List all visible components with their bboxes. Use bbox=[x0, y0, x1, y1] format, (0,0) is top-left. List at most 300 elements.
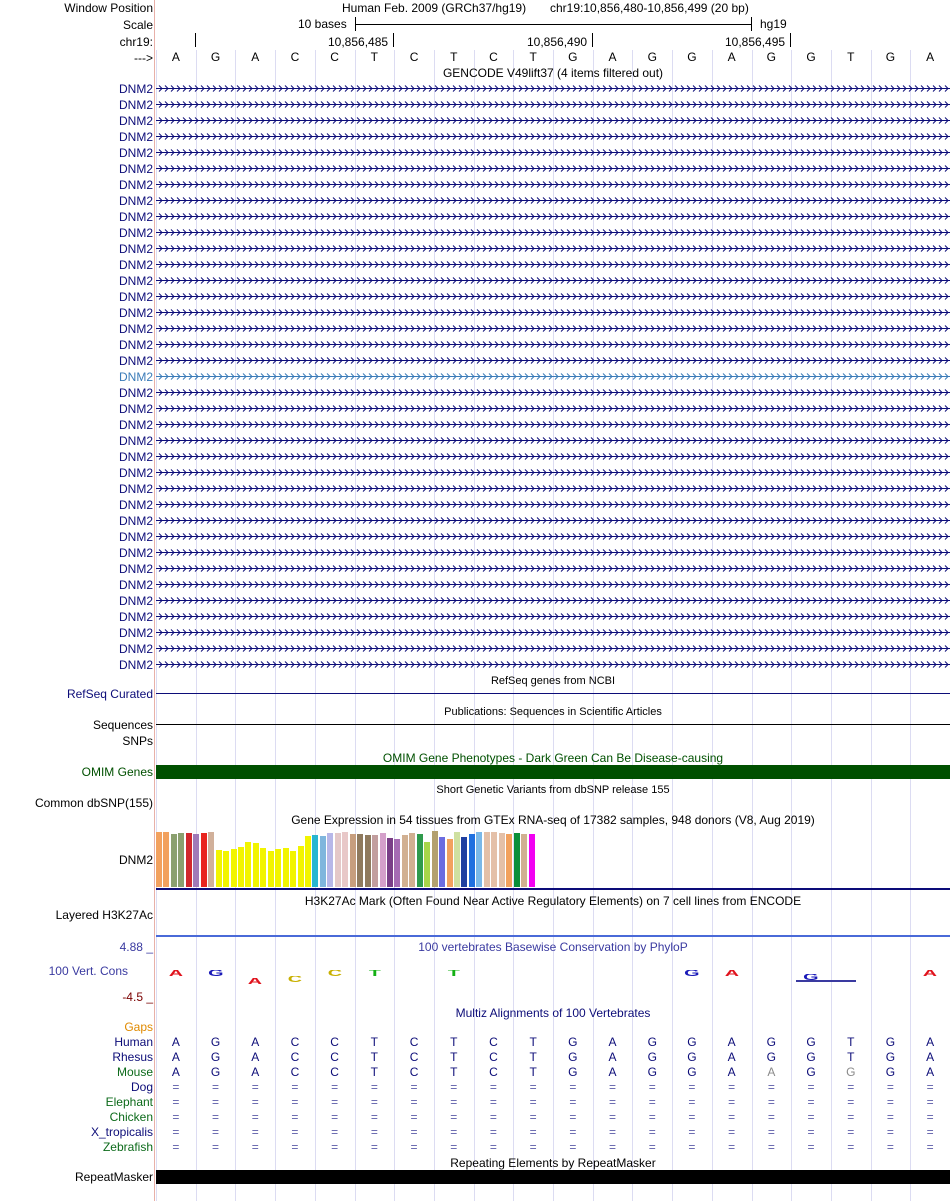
gtex-track-label[interactable]: DNM2 bbox=[118, 853, 153, 867]
alignment-base: C bbox=[489, 1065, 498, 1079]
base-letter: T bbox=[450, 50, 458, 64]
phylop-base-glyph: G bbox=[803, 974, 819, 980]
gencode-transcript-line[interactable] bbox=[156, 193, 950, 207]
base-letter: G bbox=[568, 50, 578, 64]
omim-track-label[interactable]: OMIM Genes bbox=[81, 765, 153, 779]
base-letter: A bbox=[727, 50, 736, 64]
alignment-base: = bbox=[529, 1095, 537, 1109]
gencode-transcript-label[interactable]: DNM2 bbox=[118, 274, 153, 288]
alignment-base: = bbox=[212, 1080, 220, 1094]
alignment-base: G bbox=[846, 1065, 856, 1079]
base-letter: G bbox=[647, 50, 657, 64]
gtex-tissue-bar[interactable] bbox=[506, 834, 512, 887]
gencode-transcript-label[interactable]: DNM2 bbox=[118, 498, 153, 512]
gtex-tissue-bar[interactable] bbox=[171, 834, 177, 887]
alignment-base: = bbox=[569, 1095, 577, 1109]
gencode-transcript-line[interactable] bbox=[156, 577, 950, 591]
phylop-base-glyph: A bbox=[168, 970, 183, 976]
gencode-transcript-label[interactable]: DNM2 bbox=[118, 370, 153, 384]
chrom-label: chr19: bbox=[119, 35, 153, 49]
multiz-track-title[interactable]: Multiz Alignments of 100 Vertebrates bbox=[455, 1006, 651, 1020]
gtex-tissue-bar[interactable] bbox=[365, 835, 371, 887]
gencode-transcript-line[interactable] bbox=[156, 289, 950, 303]
gtex-tissue-bar[interactable] bbox=[394, 839, 400, 887]
alignment-base: = bbox=[886, 1080, 894, 1094]
alignment-base: T bbox=[529, 1035, 537, 1049]
scale-bar-right-cap bbox=[751, 17, 752, 31]
alignment-base: = bbox=[489, 1080, 497, 1094]
gencode-transcript-label[interactable]: DNM2 bbox=[118, 626, 153, 640]
alignment-base: = bbox=[926, 1110, 934, 1124]
base-letter: A bbox=[251, 50, 260, 64]
alignment-base: = bbox=[489, 1125, 497, 1139]
gencode-transcript-line[interactable] bbox=[156, 273, 950, 287]
alignment-base: G bbox=[806, 1050, 816, 1064]
gencode-transcript-line[interactable] bbox=[156, 305, 950, 319]
gencode-transcript-label[interactable]: DNM2 bbox=[118, 162, 153, 176]
gencode-transcript-line[interactable] bbox=[156, 113, 950, 127]
alignment-base: = bbox=[410, 1140, 418, 1154]
gencode-transcript-line[interactable] bbox=[156, 369, 950, 383]
base-letter: T bbox=[529, 50, 537, 64]
species-label[interactable]: Chicken bbox=[109, 1110, 153, 1124]
gencode-transcript-label[interactable]: DNM2 bbox=[118, 594, 153, 608]
gencode-transcript-line[interactable] bbox=[156, 465, 950, 479]
alignment-base: A bbox=[251, 1050, 260, 1064]
gencode-transcript-label[interactable]: DNM2 bbox=[118, 434, 153, 448]
gencode-transcript-line[interactable] bbox=[156, 529, 950, 543]
gtex-tissue-bar[interactable] bbox=[387, 838, 393, 887]
phylop-logo[interactable] bbox=[156, 970, 950, 986]
alignment-base: = bbox=[728, 1095, 736, 1109]
alignment-base: A bbox=[251, 1065, 260, 1079]
alignment-base: = bbox=[648, 1095, 656, 1109]
gencode-transcript-line[interactable] bbox=[156, 625, 950, 639]
gencode-transcript-label[interactable]: DNM2 bbox=[118, 226, 153, 240]
gencode-transcript-line[interactable] bbox=[156, 337, 950, 351]
gencode-transcript-label[interactable]: DNM2 bbox=[118, 290, 153, 304]
alignment-base: = bbox=[648, 1110, 656, 1124]
alignment-base: G bbox=[647, 1050, 657, 1064]
gencode-transcript-line[interactable] bbox=[156, 241, 950, 255]
scale-label: Scale bbox=[122, 18, 153, 32]
alignment-base: = bbox=[529, 1140, 537, 1154]
alignment-base: G bbox=[647, 1065, 657, 1079]
alignment-base: = bbox=[172, 1095, 180, 1109]
alignment-base: = bbox=[251, 1080, 259, 1094]
alignment-base: C bbox=[330, 1065, 339, 1079]
gtex-tissue-bar[interactable] bbox=[514, 833, 520, 887]
gencode-transcript-label[interactable]: DNM2 bbox=[118, 338, 153, 352]
gencode-transcript-label[interactable]: DNM2 bbox=[118, 82, 153, 96]
gtex-tissue-bar[interactable] bbox=[529, 834, 535, 887]
alignment-base: G bbox=[766, 1050, 777, 1064]
alignment-base: = bbox=[529, 1125, 537, 1139]
alignment-base: = bbox=[450, 1080, 458, 1094]
refseq-track-title[interactable]: RefSeq genes from NCBI bbox=[490, 675, 616, 687]
scale-db: hg19 bbox=[760, 17, 787, 31]
gtex-tissue-bar[interactable] bbox=[476, 832, 482, 887]
refseq-gene-line[interactable] bbox=[156, 693, 950, 694]
gencode-transcript-label[interactable]: DNM2 bbox=[118, 306, 153, 320]
alignment-base: A bbox=[727, 1050, 736, 1064]
gencode-transcript-label[interactable]: DNM2 bbox=[118, 514, 153, 528]
gtex-tissue-bar[interactable] bbox=[439, 837, 445, 887]
gtex-tissue-bar[interactable] bbox=[380, 833, 386, 887]
gencode-transcript-line[interactable] bbox=[156, 353, 950, 367]
gtex-tissue-bar[interactable] bbox=[231, 849, 237, 887]
alignment-base: = bbox=[331, 1080, 339, 1094]
gtex-tissue-bar[interactable] bbox=[193, 834, 199, 887]
scale-text: 10 bases bbox=[298, 17, 347, 31]
base-letter: G bbox=[210, 50, 221, 64]
alignment-base: = bbox=[410, 1080, 418, 1094]
gencode-transcript-line[interactable] bbox=[156, 641, 950, 655]
gtex-tissue-bar[interactable] bbox=[163, 832, 169, 887]
omim-gene-bar[interactable] bbox=[156, 765, 950, 779]
alignment-base: = bbox=[370, 1125, 378, 1139]
alignment-base: = bbox=[172, 1125, 180, 1139]
base-letter: T bbox=[370, 50, 379, 64]
gencode-transcript-line[interactable] bbox=[156, 321, 950, 335]
gtex-tissue-bar[interactable] bbox=[432, 831, 438, 887]
strand-label: ---> bbox=[134, 51, 153, 65]
phylop-base-glyph: C bbox=[287, 976, 303, 982]
alignment-base: = bbox=[767, 1080, 775, 1094]
alignment-base: = bbox=[450, 1140, 458, 1154]
alignment-base: = bbox=[450, 1110, 458, 1124]
alignment-base: = bbox=[886, 1140, 894, 1154]
gencode-transcript-label[interactable]: DNM2 bbox=[118, 546, 153, 560]
gencode-transcript-line[interactable] bbox=[156, 81, 950, 95]
alignment-base: A bbox=[171, 1065, 180, 1079]
gtex-tissue-bar[interactable] bbox=[290, 851, 296, 887]
gencode-transcript-label[interactable]: DNM2 bbox=[118, 610, 153, 624]
gtex-tissue-bar[interactable] bbox=[447, 839, 453, 887]
alignment-base: = bbox=[529, 1080, 537, 1094]
alignment-base: = bbox=[172, 1080, 180, 1094]
species-label[interactable]: Dog bbox=[130, 1080, 153, 1094]
gtex-tissue-bar[interactable] bbox=[454, 832, 460, 887]
gtex-tissue-bar[interactable] bbox=[298, 846, 304, 887]
alignment-base: = bbox=[331, 1095, 339, 1109]
alignment-base: = bbox=[331, 1110, 339, 1124]
alignment-base: C bbox=[290, 1035, 300, 1049]
alignment-base: = bbox=[688, 1110, 696, 1124]
h3k27ac-track-label[interactable]: Layered H3K27Ac bbox=[55, 908, 153, 922]
gencode-transcript-label[interactable]: DNM2 bbox=[118, 530, 153, 544]
gtex-tissue-bar[interactable] bbox=[253, 843, 259, 887]
alignment-base: = bbox=[410, 1125, 418, 1139]
publications-track-title[interactable]: Publications: Sequences in Scientific Articles bbox=[444, 706, 662, 718]
gencode-transcript-line[interactable] bbox=[156, 433, 950, 447]
alignment-base: = bbox=[847, 1095, 855, 1109]
alignment-base: = bbox=[926, 1140, 934, 1154]
gencode-transcript-label[interactable]: DNM2 bbox=[118, 114, 153, 128]
gencode-transcript-label[interactable]: DNM2 bbox=[118, 562, 153, 576]
multiz-gaps-label[interactable]: Gaps bbox=[124, 1020, 153, 1034]
gencode-transcript-label[interactable]: DNM2 bbox=[118, 466, 153, 480]
alignment-base: G bbox=[687, 1035, 697, 1049]
gtex-tissue-bar[interactable] bbox=[357, 834, 363, 887]
gencode-transcript-label[interactable]: DNM2 bbox=[118, 178, 153, 192]
gencode-transcript-line[interactable] bbox=[156, 97, 950, 111]
alignment-base: C bbox=[330, 1050, 339, 1064]
alignment-base: = bbox=[847, 1125, 855, 1139]
gencode-transcript-line[interactable] bbox=[156, 513, 950, 527]
gencode-transcript-line[interactable] bbox=[156, 209, 950, 223]
gtex-tissue-bar[interactable] bbox=[201, 833, 207, 887]
phylop-base-glyph: A bbox=[922, 970, 938, 976]
alignment-base: = bbox=[489, 1095, 497, 1109]
gencode-transcript-line[interactable] bbox=[156, 657, 950, 671]
gtex-tissue-bar[interactable] bbox=[312, 835, 318, 887]
alignment-base: = bbox=[331, 1125, 339, 1139]
gencode-transcript-label[interactable]: DNM2 bbox=[118, 418, 153, 432]
gencode-transcript-line[interactable] bbox=[156, 145, 950, 159]
gencode-transcript-label[interactable]: DNM2 bbox=[118, 642, 153, 656]
publications-line[interactable] bbox=[156, 724, 950, 725]
assembly-name: Human Feb. 2009 (GRCh37/hg19) bbox=[342, 1, 527, 15]
h3k27ac-signal-line[interactable] bbox=[156, 935, 950, 937]
alignment-base: = bbox=[251, 1140, 259, 1154]
gtex-tissue-bar[interactable] bbox=[327, 833, 333, 887]
phylop-track-label[interactable]: 100 Vert. Cons bbox=[48, 964, 128, 978]
alignment-base: = bbox=[886, 1125, 894, 1139]
gtex-tissue-bar[interactable] bbox=[402, 835, 408, 887]
alignment-base: = bbox=[728, 1110, 736, 1124]
alignment-base: = bbox=[569, 1140, 577, 1154]
h3k27ac-track-title[interactable]: H3K27Ac Mark (Often Found Near Active Regulatory Elements) on 7 cell lines from ENCODE bbox=[304, 894, 802, 908]
alignment-base: = bbox=[529, 1110, 537, 1124]
species-label[interactable]: Zebrafish bbox=[102, 1140, 153, 1154]
alignment-base: = bbox=[172, 1110, 180, 1124]
alignment-base: C bbox=[290, 1065, 300, 1079]
gencode-transcript-label[interactable]: DNM2 bbox=[118, 386, 153, 400]
species-label[interactable]: Mouse bbox=[116, 1065, 153, 1079]
alignment-base: T bbox=[529, 1065, 537, 1079]
snps-label[interactable]: SNPs bbox=[122, 734, 153, 748]
gencode-transcript-line[interactable] bbox=[156, 129, 950, 143]
gtex-tissue-bar[interactable] bbox=[424, 842, 430, 887]
alignment-base: = bbox=[370, 1110, 378, 1124]
gtex-tissue-bar[interactable] bbox=[521, 834, 527, 887]
gtex-tissue-bar[interactable] bbox=[186, 833, 192, 887]
gencode-transcript-label[interactable]: DNM2 bbox=[118, 578, 153, 592]
alignment-base: = bbox=[489, 1140, 497, 1154]
gencode-transcript-label[interactable]: DNM2 bbox=[118, 98, 153, 112]
gencode-transcript-label[interactable]: DNM2 bbox=[118, 402, 153, 416]
gencode-track-title[interactable]: GENCODE V49lift37 (4 items filtered out) bbox=[442, 66, 664, 80]
gtex-tissue-bar[interactable] bbox=[208, 832, 214, 887]
alignment-base: C bbox=[290, 1050, 300, 1064]
gencode-transcript-line[interactable] bbox=[156, 177, 950, 191]
gencode-transcript-label[interactable]: DNM2 bbox=[118, 146, 153, 160]
alignment-base: G bbox=[885, 1065, 896, 1079]
repeatmasker-track-label[interactable]: RepeatMasker bbox=[74, 1170, 153, 1184]
gtex-tissue-bar[interactable] bbox=[260, 848, 266, 887]
alignment-base: = bbox=[728, 1140, 736, 1154]
species-label[interactable]: X_tropicalis bbox=[90, 1125, 153, 1139]
alignment-base: A bbox=[727, 1035, 736, 1049]
gtex-tissue-bar[interactable] bbox=[156, 832, 162, 887]
gencode-transcript-line[interactable] bbox=[156, 225, 950, 239]
alignment-base: = bbox=[172, 1140, 180, 1154]
gtex-tissue-bar[interactable] bbox=[216, 850, 222, 887]
gencode-transcript-line[interactable] bbox=[156, 401, 950, 415]
refseq-track-label[interactable]: RefSeq Curated bbox=[66, 687, 153, 701]
alignment-base: T bbox=[370, 1050, 379, 1064]
alignment-base: = bbox=[926, 1095, 934, 1109]
gencode-transcript-label[interactable]: DNM2 bbox=[118, 242, 153, 256]
alignment-base: = bbox=[807, 1110, 815, 1124]
gencode-transcript-line[interactable] bbox=[156, 609, 950, 623]
gencode-transcript-label[interactable]: DNM2 bbox=[118, 194, 153, 208]
dbsnp-track-label[interactable]: Common dbSNP(155) bbox=[34, 796, 153, 810]
alignment-base: T bbox=[370, 1065, 379, 1079]
alignment-base: G bbox=[568, 1035, 578, 1049]
alignment-base: = bbox=[926, 1125, 934, 1139]
phylop-base-glyph: A bbox=[248, 978, 263, 984]
gtex-tissue-bar[interactable] bbox=[342, 832, 348, 887]
alignment-base: = bbox=[648, 1140, 656, 1154]
gtex-bar-chart[interactable] bbox=[156, 829, 950, 889]
alignment-base: = bbox=[291, 1125, 299, 1139]
alignment-base: = bbox=[688, 1140, 696, 1154]
gtex-tissue-bar[interactable] bbox=[223, 851, 229, 887]
alignment-base: = bbox=[609, 1140, 617, 1154]
alignment-base: G bbox=[647, 1035, 657, 1049]
alignment-base: G bbox=[568, 1065, 578, 1079]
alignment-base: = bbox=[291, 1080, 299, 1094]
alignment-base: = bbox=[807, 1140, 815, 1154]
alignment-base: A bbox=[608, 1050, 617, 1064]
tick-label-1: 10,856,485 bbox=[328, 35, 389, 49]
alignment-base: = bbox=[212, 1110, 220, 1124]
label-column-divider bbox=[154, 0, 155, 1201]
alignment-base: = bbox=[648, 1125, 656, 1139]
gencode-transcript-label[interactable]: DNM2 bbox=[118, 322, 153, 336]
gencode-transcript-line[interactable] bbox=[156, 449, 950, 463]
alignment-base: G bbox=[210, 1050, 221, 1064]
gtex-tissue-bar[interactable] bbox=[409, 833, 415, 887]
phylop-track-title[interactable]: 100 vertebrates Basewise Conservation by PhyloP bbox=[418, 940, 688, 954]
tick-label-2: 10,856,490 bbox=[527, 35, 588, 49]
alignment-base: = bbox=[847, 1110, 855, 1124]
gencode-transcript-label[interactable]: DNM2 bbox=[118, 450, 153, 464]
alignment-base: = bbox=[291, 1140, 299, 1154]
phylop-base-glyph: C bbox=[327, 970, 342, 976]
omim-track-title[interactable]: OMIM Gene Phenotypes - Dark Green Can Be Disease-causing bbox=[382, 751, 724, 765]
gtex-tissue-bar[interactable] bbox=[491, 832, 497, 887]
gtex-tissue-bar[interactable] bbox=[178, 833, 184, 887]
alignment-base: = bbox=[648, 1080, 656, 1094]
base-letter: G bbox=[766, 50, 777, 64]
gencode-transcript-label[interactable]: DNM2 bbox=[118, 482, 153, 496]
gencode-transcript-label[interactable]: DNM2 bbox=[118, 354, 153, 368]
species-label[interactable]: Elephant bbox=[105, 1095, 153, 1109]
repeatmasker-bar[interactable] bbox=[156, 1170, 950, 1184]
gencode-transcript-label[interactable]: DNM2 bbox=[118, 210, 153, 224]
repeatmasker-track-title[interactable]: Repeating Elements by RepeatMasker bbox=[450, 1156, 656, 1170]
gencode-transcript-label[interactable]: DNM2 bbox=[118, 258, 153, 272]
gencode-transcript-line[interactable] bbox=[156, 417, 950, 431]
phylop-negative-bar bbox=[796, 980, 856, 982]
alignment-base: G bbox=[766, 1035, 777, 1049]
gtex-tissue-bar[interactable] bbox=[305, 836, 311, 887]
gencode-transcript-label[interactable]: DNM2 bbox=[118, 658, 153, 672]
base-letter: A bbox=[171, 50, 180, 64]
phylop-base-glyph: A bbox=[724, 970, 739, 976]
gtex-tissue-bar[interactable] bbox=[320, 836, 326, 887]
gtex-tissue-bar[interactable] bbox=[238, 847, 244, 887]
alignment-base: C bbox=[330, 1035, 339, 1049]
gtex-tissue-bar[interactable] bbox=[335, 833, 341, 887]
gtex-tissue-bar[interactable] bbox=[499, 833, 505, 887]
alignment-base: = bbox=[212, 1140, 220, 1154]
gtex-baseline bbox=[156, 888, 950, 890]
gtex-tissue-bar[interactable] bbox=[484, 832, 490, 887]
scale-bar bbox=[355, 24, 751, 25]
publications-track-label[interactable]: Sequences bbox=[92, 718, 153, 732]
phylop-base-glyph: T bbox=[447, 970, 460, 976]
alignment-base: G bbox=[210, 1065, 221, 1079]
gencode-transcript-line[interactable] bbox=[156, 385, 950, 399]
alignment-base: A bbox=[171, 1035, 180, 1049]
gtex-tissue-bar[interactable] bbox=[283, 848, 289, 887]
gtex-tissue-bar[interactable] bbox=[268, 851, 274, 887]
gtex-tissue-bar[interactable] bbox=[245, 842, 251, 887]
gencode-transcript-line[interactable] bbox=[156, 497, 950, 511]
alignment-base: T bbox=[529, 1050, 537, 1064]
alignment-base: = bbox=[609, 1125, 617, 1139]
species-label[interactable]: Human bbox=[114, 1035, 153, 1049]
gtex-tissue-bar[interactable] bbox=[417, 834, 423, 887]
gtex-tissue-bar[interactable] bbox=[469, 834, 475, 887]
base-letter: T bbox=[847, 50, 855, 64]
gencode-transcript-line[interactable] bbox=[156, 561, 950, 575]
gencode-transcript-line[interactable] bbox=[156, 257, 950, 271]
alignment-base: G bbox=[687, 1050, 697, 1064]
alignment-base: G bbox=[568, 1050, 578, 1064]
gencode-transcript-label[interactable]: DNM2 bbox=[118, 130, 153, 144]
alignment-base: = bbox=[370, 1140, 378, 1154]
alignment-base: T bbox=[847, 1035, 855, 1049]
alignment-base: A bbox=[926, 1050, 935, 1064]
alignment-base: = bbox=[450, 1095, 458, 1109]
alignment-base: = bbox=[489, 1110, 497, 1124]
alignment-base: = bbox=[807, 1125, 815, 1139]
alignment-base: A bbox=[251, 1035, 260, 1049]
gtex-tissue-bar[interactable] bbox=[275, 849, 281, 887]
alignment-base: C bbox=[409, 1050, 419, 1064]
alignment-base: = bbox=[569, 1110, 577, 1124]
gencode-transcript-line[interactable] bbox=[156, 161, 950, 175]
phylop-base-glyph: G bbox=[684, 970, 700, 976]
gtex-tissue-bar[interactable] bbox=[461, 837, 467, 887]
scale-bar-left-cap bbox=[355, 17, 356, 31]
species-label[interactable]: Rhesus bbox=[112, 1050, 153, 1064]
gencode-transcript-line[interactable] bbox=[156, 481, 950, 495]
gencode-transcript-line[interactable] bbox=[156, 545, 950, 559]
gencode-transcript-line[interactable] bbox=[156, 593, 950, 607]
gtex-tissue-bar[interactable] bbox=[372, 835, 378, 887]
gtex-tissue-bar[interactable] bbox=[350, 834, 356, 887]
alignment-base: A bbox=[767, 1065, 776, 1079]
dbsnp-track-title[interactable]: Short Genetic Variants from dbSNP release 155 bbox=[436, 784, 670, 796]
gtex-track-title[interactable]: Gene Expression in 54 tissues from GTEx RNA-seq of 17382 samples, 948 donors (V8, Aug 2019) bbox=[291, 813, 815, 827]
alignment-base: A bbox=[608, 1035, 617, 1049]
